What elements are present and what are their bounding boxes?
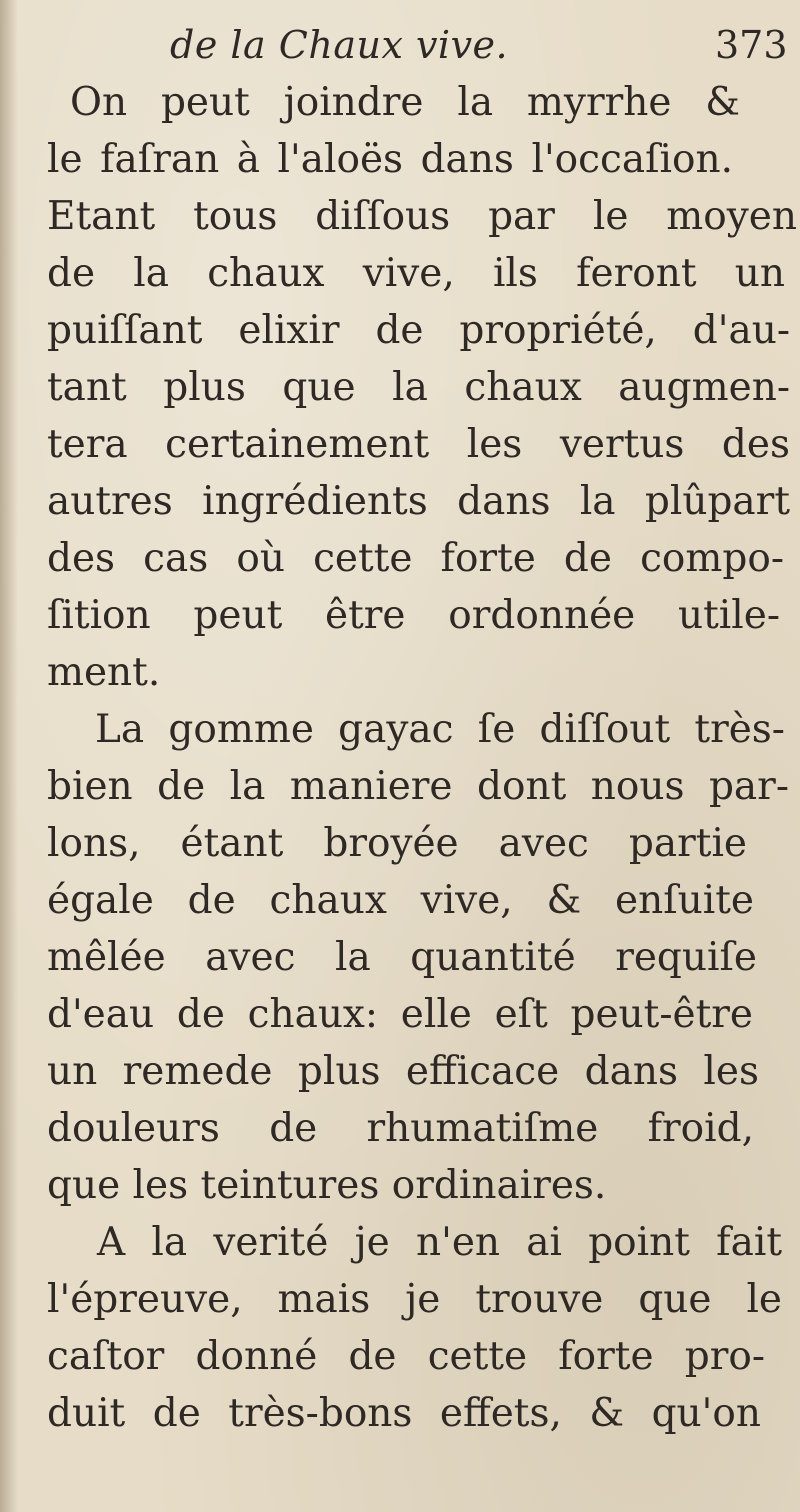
text-line: caſtor donné de cette forte pro- bbox=[47, 1334, 765, 1379]
text-line: La gomme gayac ſe diſſout très- bbox=[95, 707, 785, 752]
text-line: tera certainement les vertus des bbox=[47, 422, 790, 467]
page-number: 373 bbox=[715, 23, 788, 67]
text-line: Etant tous diſſous par le moyen bbox=[47, 194, 797, 239]
page-edge-shadow bbox=[0, 0, 18, 1512]
text-line: un remede plus efficace dans les bbox=[47, 1049, 759, 1094]
text-line: l'épreuve, mais je trouve que le bbox=[47, 1277, 782, 1322]
text-line: d'eau de chaux: elle eſt peut-être bbox=[47, 992, 753, 1037]
running-head-title: de la Chaux vive. bbox=[170, 23, 509, 67]
text-line: duit de très-bons effets, & qu'on bbox=[47, 1391, 761, 1436]
text-line: mêlée avec la quantité requiſe bbox=[47, 935, 757, 980]
text-line: ment. bbox=[47, 650, 161, 695]
text-line: lons, étant broyée avec partie bbox=[47, 821, 747, 866]
text-line: ſition peut être ordonnée utile- bbox=[47, 593, 780, 638]
running-head bbox=[170, 20, 788, 70]
text-line: On peut joindre la myrrhe & bbox=[70, 80, 740, 125]
text-line: A la verité je n'en ai point fait bbox=[97, 1220, 782, 1265]
text-line: égale de chaux vive, & enſuite bbox=[47, 878, 754, 923]
text-line: bien de la maniere dont nous par- bbox=[47, 764, 789, 809]
text-line: des cas où cette forte de compo- bbox=[47, 536, 784, 581]
text-line: puiſſant elixir de propriété, d'au- bbox=[47, 308, 790, 353]
text-line: le faſran à l'aloës dans l'occaſion. bbox=[47, 137, 733, 182]
text-line: que les teintures ordinaires. bbox=[47, 1163, 607, 1208]
text-line: de la chaux vive, ils feront un bbox=[47, 251, 785, 296]
text-line: autres ingrédients dans la plûpart bbox=[47, 479, 790, 524]
text-line: douleurs de rhumatiſme froid, bbox=[47, 1106, 754, 1151]
text-line: tant plus que la chaux augmen- bbox=[47, 365, 790, 410]
